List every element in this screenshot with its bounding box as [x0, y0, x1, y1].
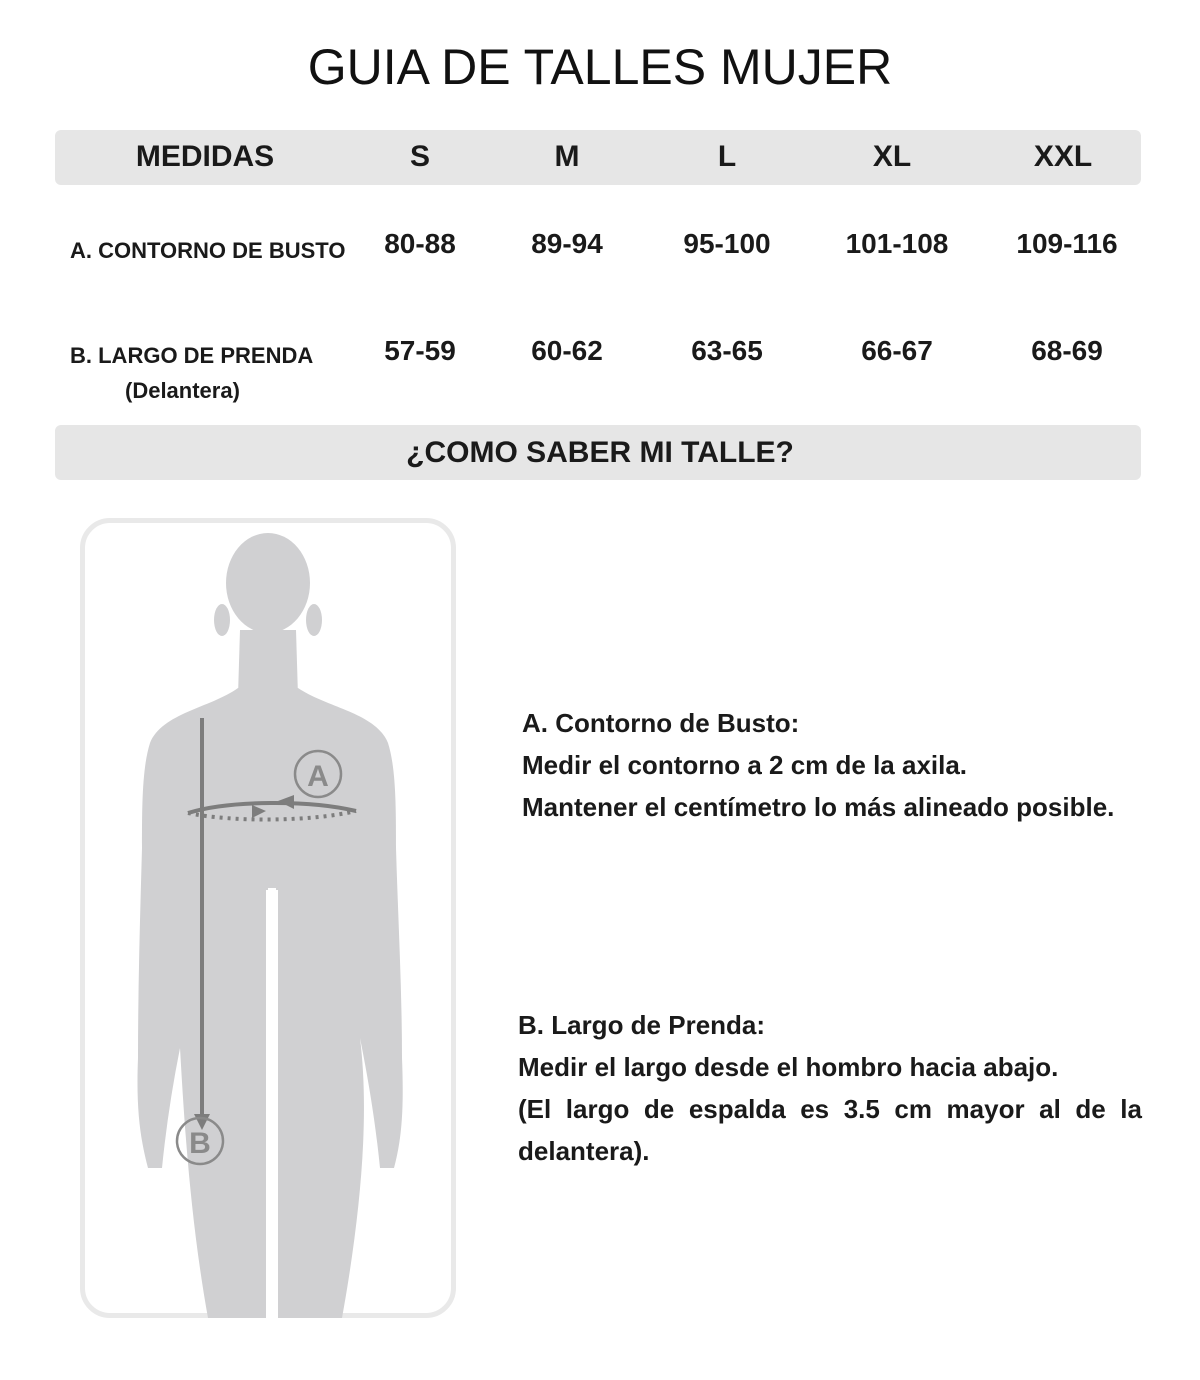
table-cell: 68-69: [1031, 335, 1103, 366]
howto-title: ¿COMO SABER MI TALLE?: [406, 436, 794, 469]
row-sublabel-delantera: (Delantera): [125, 378, 240, 403]
header-size-l: L: [717, 140, 737, 173]
table-cell: 57-59: [384, 335, 456, 366]
table-cell: 60-62: [531, 335, 603, 366]
description-largo-line: Medir el largo desde el hombro hacia abajo.: [518, 1052, 1059, 1082]
table-cell: 101-108: [845, 228, 949, 259]
female-silhouette-figure: [80, 518, 456, 1318]
description-busto-title: A. Contorno de Busto:: [522, 708, 800, 738]
header-medidas: MEDIDAS: [135, 140, 275, 173]
table-cell: 95-100: [683, 228, 771, 259]
table-cell: 63-65: [691, 335, 763, 366]
description-largo-line: (El largo de espalda es 3.5 cm mayor al de la: [518, 1094, 1142, 1124]
description-largo-title: B. Largo de Prenda:: [518, 1010, 766, 1040]
table-cell: 89-94: [531, 228, 603, 259]
description-busto-line: Mantener el centímetro lo más alineado posible.: [522, 792, 1115, 822]
description-busto: [522, 702, 1114, 828]
row-label-busto: A. CONTORNO DE BUSTO: [70, 238, 346, 263]
leg-gap: [266, 890, 278, 1318]
description-busto-line: Medir el contorno a 2 cm de la axila.: [522, 750, 968, 780]
table-cell: 80-88: [384, 228, 456, 259]
row-label-largo: B. LARGO DE PRENDA: [70, 343, 314, 368]
marker-a-label: A: [307, 760, 329, 793]
table-cell: 66-67: [861, 335, 933, 366]
header-size-s: S: [409, 140, 430, 173]
page-title: GUIA DE TALLES MUJER: [307, 39, 893, 95]
table-cell: 109-116: [1016, 228, 1118, 259]
marker-b-label: B: [189, 1127, 211, 1160]
header-size-xl: XL: [872, 140, 912, 173]
header-size-m: M: [554, 140, 580, 173]
header-size-xxl: XXL: [1033, 140, 1093, 173]
description-largo-line: delantera).: [518, 1136, 650, 1166]
description-largo: [518, 1004, 1142, 1172]
